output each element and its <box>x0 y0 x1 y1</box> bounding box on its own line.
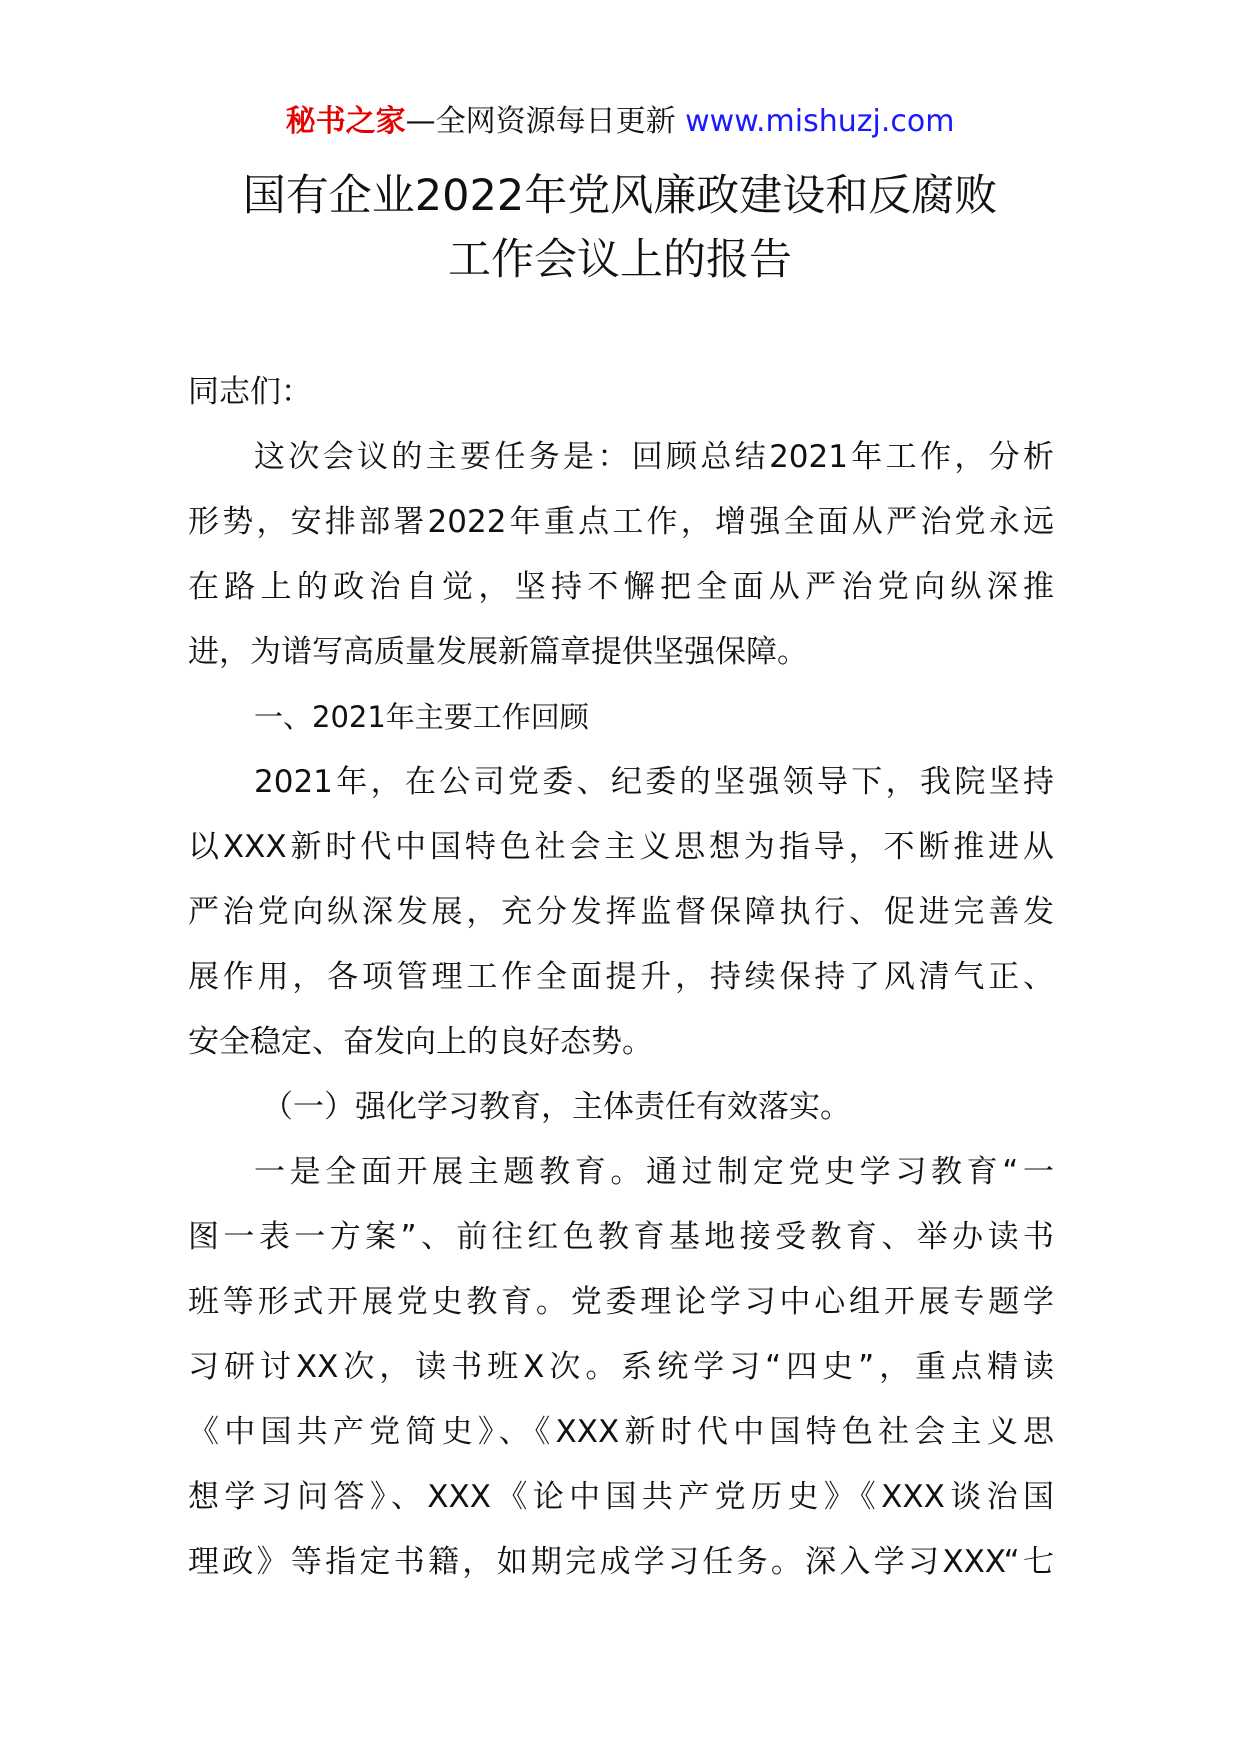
site-header <box>0 100 1240 144</box>
document-title-line-2: 工作会议上的报告 <box>448 235 792 285</box>
paragraph-line: 图一表一方案”、前往红色教育基地接受教育、举办读书 <box>188 1219 1054 1255</box>
paragraph-line: 安全稳定、奋发向上的良好态势。 <box>188 1024 653 1060</box>
document-title-line-1: 国有企业2022年党风廉政建设和反腐败 <box>242 171 998 221</box>
site-tagline: —全网资源每日更新 <box>405 104 686 139</box>
paragraph-line: 班等形式开展党史教育。党委理论学习中心组开展专题学 <box>188 1284 1054 1320</box>
paragraph-line: 进，为谱写高质量发展新篇章提供坚强保障。 <box>188 634 808 670</box>
site-url-link[interactable]: www.mishuzj.com <box>685 104 955 139</box>
paragraph-line: 这次会议的主要任务是：回顾总结2021年工作，分析 <box>254 439 1054 475</box>
paragraph-line: 理政》等指定书籍，如期完成学习任务。深入学习XXX“七 <box>188 1544 1054 1580</box>
paragraph-line: 习研讨XX次，读书班X次。系统学习“四史”，重点精读 <box>188 1349 1054 1385</box>
site-brand: 秘书之家 <box>285 104 406 139</box>
paragraph-line: 2021年，在公司党委、纪委的坚强领导下，我院坚持 <box>254 764 1054 800</box>
paragraph-line: 展作用，各项管理工作全面提升，持续保持了风清气正、 <box>188 959 1054 995</box>
paragraph-line: 《中国共产党简史》、《XXX新时代中国特色社会主义思 <box>188 1414 1054 1450</box>
subsection-heading: （一）强化学习教育，主体责任有效落实。 <box>262 1089 851 1125</box>
paragraph-line: 一是全面开展主题教育。通过制定党史学习教育“一 <box>254 1154 1054 1190</box>
paragraph-line: 以XXX新时代中国特色社会主义思想为指导，不断推进从 <box>188 829 1054 865</box>
section-heading: 一、2021年主要工作回顾 <box>254 700 589 734</box>
paragraph-line: 严治党向纵深发展，充分发挥监督保障执行、促进完善发 <box>188 894 1054 930</box>
paragraph-line: 在路上的政治自觉，坚持不懈把全面从严治党向纵深推 <box>188 569 1054 605</box>
paragraph-line: 想学习问答》、XXX《论中国共产党历史》《XXX谈治国 <box>188 1479 1054 1515</box>
paragraph-line: 形势，安排部署2022年重点工作，增强全面从严治党永远 <box>188 504 1054 540</box>
document-body <box>188 360 1054 1595</box>
salutation: 同志们： <box>188 374 312 410</box>
